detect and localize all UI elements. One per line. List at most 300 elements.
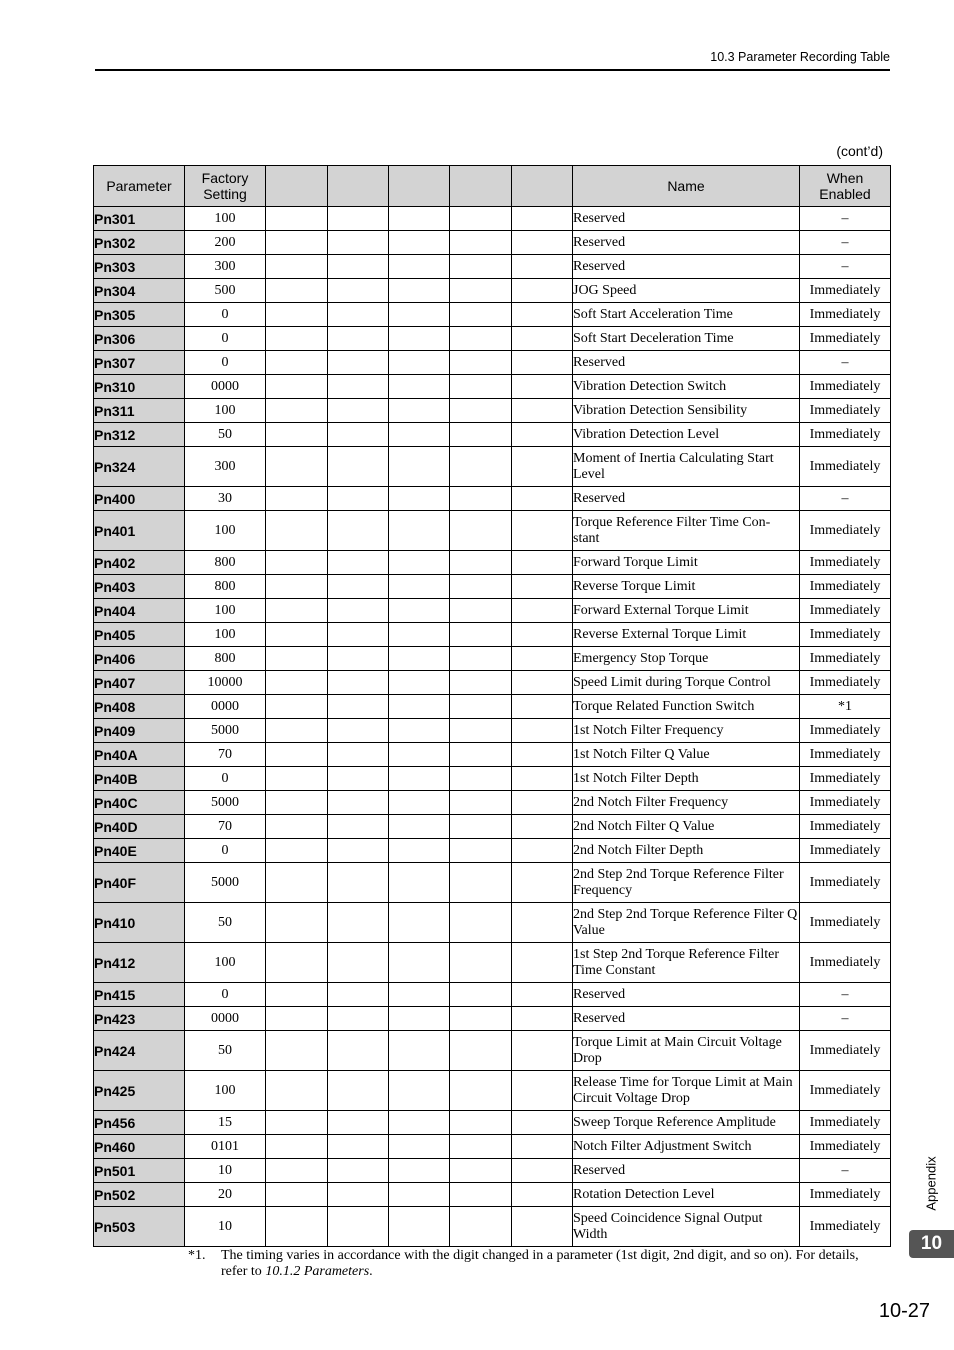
parameter-name: Reserved [573,255,800,279]
parameter-code: Pn424 [94,1031,185,1071]
table-row [94,1111,891,1135]
parameter-code: Pn404 [94,599,185,623]
parameter-code: Pn307 [94,351,185,375]
parameter-name: Torque Reference Filter Time Con- stant [573,511,800,551]
table-row [94,767,891,791]
record-cell [389,399,450,423]
parameter-code: Pn408 [94,695,185,719]
record-cell [266,1135,328,1159]
record-cell [389,255,450,279]
parameter-code: Pn305 [94,303,185,327]
record-cell [389,303,450,327]
record-cell [389,551,450,575]
record-cell [512,255,573,279]
record-cell [450,575,512,599]
when-enabled: Immediately [800,599,891,623]
factory-setting: 0101 [185,1135,266,1159]
record-cell [266,1207,328,1247]
record-cell [266,511,328,551]
parameter-code: Pn425 [94,1071,185,1111]
record-cell [328,863,389,903]
record-cell [389,1007,450,1031]
factory-setting: 100 [185,207,266,231]
record-cell [512,1159,573,1183]
factory-setting: 50 [185,1031,266,1071]
record-cell [512,983,573,1007]
record-cell [389,1159,450,1183]
factory-setting: 10000 [185,671,266,695]
parameter-name: Forward External Torque Limit [573,599,800,623]
record-cell [328,1183,389,1207]
record-cell [512,903,573,943]
record-cell [266,551,328,575]
parameter-code: Pn400 [94,487,185,511]
record-cell [512,647,573,671]
factory-setting: 800 [185,575,266,599]
factory-setting: 100 [185,623,266,647]
footnote-end: . [369,1264,373,1279]
when-enabled: – [800,487,891,511]
record-cell [389,575,450,599]
parameter-code: Pn40A [94,743,185,767]
record-cell [450,767,512,791]
record-cell [328,719,389,743]
when-enabled: Immediately [800,671,891,695]
table-row [94,791,891,815]
record-cell [389,207,450,231]
record-cell [512,423,573,447]
record-cell [328,743,389,767]
parameter-table [93,165,891,1247]
when-enabled: Immediately [800,1031,891,1071]
record-cell [512,207,573,231]
record-cell [450,1007,512,1031]
parameter-code: Pn402 [94,551,185,575]
record-cell [389,839,450,863]
parameter-name: Reserved [573,351,800,375]
record-cell [512,303,573,327]
table-row [94,1031,891,1071]
record-cell [266,647,328,671]
when-enabled: Immediately [800,863,891,903]
table-row [94,303,891,327]
table-row [94,943,891,983]
record-cell [450,719,512,743]
table-row [94,743,891,767]
parameter-name: 1st Notch Filter Frequency [573,719,800,743]
record-cell [328,351,389,375]
parameter-code: Pn40F [94,863,185,903]
record-cell [450,1111,512,1135]
record-cell [450,695,512,719]
when-enabled: Immediately [800,1135,891,1159]
parameter-code: Pn410 [94,903,185,943]
table-row [94,207,891,231]
when-enabled: Immediately [800,623,891,647]
table-row [94,599,891,623]
when-enabled: – [800,255,891,279]
record-cell [512,1007,573,1031]
record-cell [450,671,512,695]
when-enabled: Immediately [800,815,891,839]
record-cell [389,1071,450,1111]
record-cell [266,1159,328,1183]
factory-setting: 0000 [185,375,266,399]
table-row [94,1207,891,1247]
header-rule [95,69,890,71]
parameter-name: Soft Start Deceleration Time [573,327,800,351]
record-cell [266,351,328,375]
parameter-name: Moment of Inertia Calculating Start Level [573,447,800,487]
record-cell [266,487,328,511]
record-cell [266,1183,328,1207]
table-row [94,575,891,599]
record-cell [328,1007,389,1031]
parameter-name: Torque Limit at Main Circuit Voltage Drop [573,1031,800,1071]
running-header: 10.3 Parameter Recording Table [710,50,890,64]
record-cell [266,695,328,719]
table-row [94,327,891,351]
chapter-tab: 10 [909,1230,954,1258]
table-row [94,983,891,1007]
record-cell [389,279,450,303]
record-cell [266,1071,328,1111]
record-cell [450,1183,512,1207]
record-cell [266,1031,328,1071]
record-cell [328,839,389,863]
when-enabled: Immediately [800,511,891,551]
record-cell [450,1071,512,1111]
parameter-name: Reserved [573,1007,800,1031]
record-cell [450,815,512,839]
parameter-name: Rotation Detection Level [573,1183,800,1207]
parameter-name: Reserved [573,487,800,511]
footnote [188,1248,888,1280]
record-cell [389,447,450,487]
table-row [94,839,891,863]
record-cell [389,231,450,255]
when-enabled: – [800,1159,891,1183]
record-cell [512,351,573,375]
record-cell [328,303,389,327]
parameter-code: Pn412 [94,943,185,983]
parameter-name: Reserved [573,1159,800,1183]
record-cell [389,1031,450,1071]
record-cell [328,1135,389,1159]
record-cell [512,815,573,839]
factory-setting: 100 [185,599,266,623]
parameter-code: Pn310 [94,375,185,399]
record-cell [266,599,328,623]
record-cell [266,327,328,351]
when-enabled: Immediately [800,1183,891,1207]
record-cell [389,327,450,351]
parameter-code: Pn40B [94,767,185,791]
record-cell [450,863,512,903]
parameter-name: Reserved [573,983,800,1007]
record-cell [328,1031,389,1071]
table-row [94,511,891,551]
record-cell [328,815,389,839]
parameter-name: 2nd Notch Filter Q Value [573,815,800,839]
when-enabled: Immediately [800,719,891,743]
record-cell [450,1135,512,1159]
parameter-name: Reverse External Torque Limit [573,623,800,647]
parameter-code: Pn407 [94,671,185,695]
header-name: Name [573,166,800,207]
record-cell [450,255,512,279]
record-cell [450,1031,512,1071]
record-cell [266,255,328,279]
side-section-label: Appendix [923,1156,939,1211]
record-cell [389,487,450,511]
record-cell [266,623,328,647]
factory-setting: 100 [185,1071,266,1111]
record-cell [512,447,573,487]
record-cell [450,303,512,327]
parameter-name: 2nd Step 2nd Torque Reference Filter Q Value [573,903,800,943]
record-cell [512,1135,573,1159]
table-row [94,447,891,487]
parameter-name: 2nd Step 2nd Torque Reference Filter Frequency [573,863,800,903]
table-row [94,695,891,719]
parameter-code: Pn423 [94,1007,185,1031]
record-cell [389,1207,450,1247]
record-cell [328,599,389,623]
record-cell [512,231,573,255]
parameter-name: 1st Notch Filter Q Value [573,743,800,767]
parameter-name: 2nd Notch Filter Depth [573,839,800,863]
record-cell [266,1111,328,1135]
parameter-code: Pn311 [94,399,185,423]
record-cell [328,647,389,671]
footnote-reference: 10.1.2 Parameters [265,1264,370,1279]
when-enabled: Immediately [800,575,891,599]
when-enabled: Immediately [800,447,891,487]
record-cell [512,743,573,767]
when-enabled: – [800,351,891,375]
table-row [94,399,891,423]
when-enabled: Immediately [800,839,891,863]
record-cell [328,983,389,1007]
record-cell [328,511,389,551]
record-cell [328,791,389,815]
when-enabled: Immediately [800,399,891,423]
parameter-code: Pn401 [94,511,185,551]
record-cell [450,1207,512,1247]
record-cell [450,623,512,647]
record-cell [450,743,512,767]
page-number: 10-27 [878,1300,930,1322]
record-cell [389,1111,450,1135]
factory-setting: 0 [185,303,266,327]
record-cell [328,1159,389,1183]
table-row [94,719,891,743]
record-cell [450,207,512,231]
table-row [94,231,891,255]
parameter-code: Pn409 [94,719,185,743]
factory-setting: 5000 [185,719,266,743]
record-cell [512,375,573,399]
factory-setting: 0000 [185,695,266,719]
record-cell [328,943,389,983]
record-cell [389,719,450,743]
parameter-name: Torque Related Function Switch [573,695,800,719]
record-cell [450,279,512,303]
parameter-code: Pn312 [94,423,185,447]
record-cell [328,447,389,487]
parameter-name: Vibration Detection Sensibility [573,399,800,423]
record-cell [450,839,512,863]
record-cell [512,1207,573,1247]
parameter-code: Pn324 [94,447,185,487]
record-cell [328,255,389,279]
parameter-code: Pn40D [94,815,185,839]
record-cell [450,943,512,983]
parameter-name: Vibration Detection Switch [573,375,800,399]
record-cell [389,1135,450,1159]
when-enabled: – [800,231,891,255]
record-cell [389,767,450,791]
record-cell [266,207,328,231]
record-cell [328,487,389,511]
factory-setting: 100 [185,511,266,551]
when-enabled: Immediately [800,279,891,303]
record-cell [328,671,389,695]
factory-setting: 800 [185,551,266,575]
footnote-body: The timing varies in accordance with the digit changed in a parameter (1st digit, 2nd digit, and so on). For details, refer to [221,1248,859,1279]
record-cell [450,983,512,1007]
factory-setting: 300 [185,255,266,279]
record-cell [512,791,573,815]
table-row [94,647,891,671]
record-cell [266,447,328,487]
parameter-code: Pn456 [94,1111,185,1135]
parameter-code: Pn503 [94,1207,185,1247]
record-cell [328,1207,389,1247]
when-enabled: Immediately [800,743,891,767]
parameter-name: Release Time for Torque Limit at Main Circuit Voltage Drop [573,1071,800,1111]
record-cell [266,279,328,303]
record-cell [450,327,512,351]
header-record-1 [266,166,328,207]
factory-setting: 50 [185,903,266,943]
record-cell [389,815,450,839]
record-cell [328,767,389,791]
record-cell [389,1183,450,1207]
record-cell [328,231,389,255]
record-cell [389,943,450,983]
record-cell [512,487,573,511]
record-cell [389,695,450,719]
record-cell [328,1111,389,1135]
record-cell [328,575,389,599]
record-cell [512,839,573,863]
record-cell [512,695,573,719]
record-cell [450,903,512,943]
record-cell [328,279,389,303]
record-cell [450,231,512,255]
parameter-name: Reserved [573,231,800,255]
parameter-name: Reverse Torque Limit [573,575,800,599]
record-cell [512,279,573,303]
table-row [94,351,891,375]
record-cell [512,623,573,647]
record-cell [450,375,512,399]
factory-setting: 200 [185,231,266,255]
factory-setting: 10 [185,1159,266,1183]
when-enabled: Immediately [800,375,891,399]
record-cell [512,1183,573,1207]
when-enabled: Immediately [800,647,891,671]
record-cell [328,551,389,575]
record-cell [389,863,450,903]
when-enabled: Immediately [800,1111,891,1135]
record-cell [389,511,450,551]
factory-setting: 100 [185,399,266,423]
when-enabled: Immediately [800,303,891,327]
record-cell [389,351,450,375]
factory-setting: 100 [185,943,266,983]
parameter-name: Sweep Torque Reference Amplitude [573,1111,800,1135]
record-cell [389,671,450,695]
factory-setting: 0 [185,351,266,375]
record-cell [450,1159,512,1183]
record-cell [512,575,573,599]
record-cell [266,375,328,399]
table-row [94,1183,891,1207]
record-cell [266,303,328,327]
parameter-code: Pn301 [94,207,185,231]
table-row [94,623,891,647]
table-row [94,903,891,943]
record-cell [328,423,389,447]
record-cell [328,623,389,647]
record-cell [389,791,450,815]
when-enabled: Immediately [800,791,891,815]
record-cell [450,351,512,375]
parameter-code: Pn304 [94,279,185,303]
when-enabled: – [800,207,891,231]
parameter-code: Pn306 [94,327,185,351]
footnote-mark: *1. [188,1248,206,1263]
header-parameter: Parameter [94,166,185,207]
parameter-code: Pn40E [94,839,185,863]
parameter-code: Pn405 [94,623,185,647]
record-cell [328,327,389,351]
header-record-3 [389,166,450,207]
record-cell [512,551,573,575]
parameter-code: Pn501 [94,1159,185,1183]
record-cell [266,423,328,447]
record-cell [512,671,573,695]
record-cell [328,375,389,399]
record-cell [450,447,512,487]
when-enabled: Immediately [800,767,891,791]
factory-setting: 0 [185,983,266,1007]
record-cell [266,839,328,863]
record-cell [512,1111,573,1135]
parameter-code: Pn460 [94,1135,185,1159]
when-enabled: – [800,1007,891,1031]
table-row [94,487,891,511]
table-row [94,1135,891,1159]
parameter-name: 1st Step 2nd Torque Reference Filter Time Constant [573,943,800,983]
record-cell [512,399,573,423]
record-cell [512,599,573,623]
parameter-code: Pn403 [94,575,185,599]
parameter-name: Emergency Stop Torque [573,647,800,671]
